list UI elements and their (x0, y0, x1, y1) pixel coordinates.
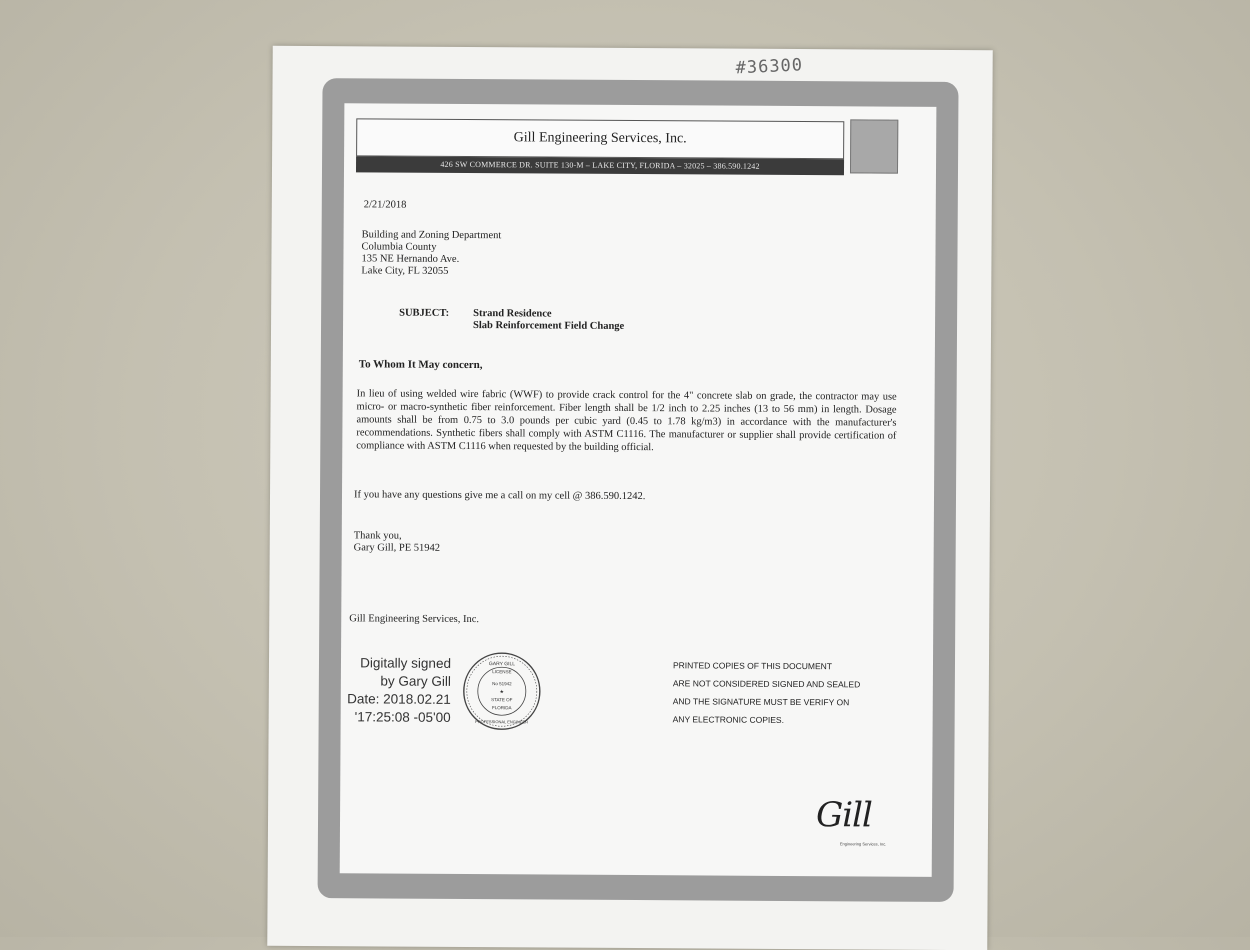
questions-line: If you have any questions give me a call on my cell @ 386.590.1242. (353, 489, 646, 503)
svg-text:STATE OF: STATE OF (491, 697, 513, 703)
digital-signature (339, 654, 451, 727)
disclaimer-line: ANY ELECTRONIC COPIES. (672, 714, 785, 725)
letter-date: 2/21/2018 (363, 199, 407, 211)
signer-name: Gary Gill, PE 51942 (353, 542, 441, 554)
handwritten-note: #36300 (735, 55, 804, 79)
letterhead-logo-block (850, 119, 898, 173)
subject-text (473, 308, 624, 333)
svg-text:★: ★ (499, 690, 505, 696)
disclaimer (673, 656, 873, 729)
dig-sig-line: Date: 2018.02.21 (347, 691, 451, 707)
dig-sig-line: by Gary Gill (380, 673, 451, 689)
gill-logo: Gill (815, 795, 872, 836)
subject-line: Strand Residence (473, 308, 552, 320)
svg-text:GARY GILL: GARY GILL (488, 661, 516, 668)
svg-text:No 51942: No 51942 (492, 681, 512, 687)
letterhead-address: 426 SW COMMERCE DR. SUITE 130-M – LAKE CITY, FLORIDA – 32025 – 386.590.1242 (356, 156, 844, 175)
svg-text:LICENSE: LICENSE (492, 669, 512, 675)
letterhead-company: Gill Engineering Services, Inc. (356, 118, 844, 159)
gill-logo-subtitle: Engineering Services, Inc. (839, 841, 887, 847)
recipient-line: 135 NE Hernando Ave. (361, 253, 460, 265)
disclaimer-line: AND THE SIGNATURE MUST BE VERIFY ON (672, 696, 850, 708)
company-footer: Gill Engineering Services, Inc. (349, 613, 480, 626)
engineer-seal-icon (462, 651, 542, 731)
closing-line: Thank you, (353, 530, 402, 542)
closing (354, 530, 440, 555)
body-paragraph: In lieu of using welded wire fabric (WWF) to provide crack control for the 4" concrete slab on grade, the contractor may use micro- or macro-synthetic fiber reinforcement. Fiber length shall be 1/2 inch to 2.25 inches (13 to 56 mm) in length. Dosage amounts shall be from 0.75 to 3.0 pounds per cubic yard (0.45 to 1.78 kg/m3) in accordance with the manufacturer's recommendations. Synthetic fibers shall comply with ASTM C1116. The manufacturer or supplier shall provide certification of compliance with ASTM C1116 when requested by the building official. (356, 388, 897, 454)
disclaimer-line: PRINTED COPIES OF THIS DOCUMENT (672, 660, 833, 672)
recipient-line: Columbia County (361, 241, 437, 253)
recipient-address (361, 229, 501, 278)
recipient-line: Lake City, FL 32055 (361, 265, 449, 277)
subject-label: SUBJECT: (399, 307, 450, 319)
dig-sig-line: '17:25:08 -05'00 (354, 709, 451, 725)
svg-text:FLORIDA: FLORIDA (491, 705, 512, 711)
dig-sig-line: Digitally signed (360, 655, 452, 671)
letter-page (267, 46, 992, 950)
svg-text:PROFESSIONAL ENGINEER: PROFESSIONAL ENGINEER (475, 719, 529, 725)
recipient-line: Building and Zoning Department (361, 229, 502, 242)
greeting: To Whom It May concern, (358, 358, 483, 372)
disclaimer-line: ARE NOT CONSIDERED SIGNED AND SEALED (672, 678, 861, 690)
subject-line: Slab Reinforcement Field Change (473, 320, 625, 332)
